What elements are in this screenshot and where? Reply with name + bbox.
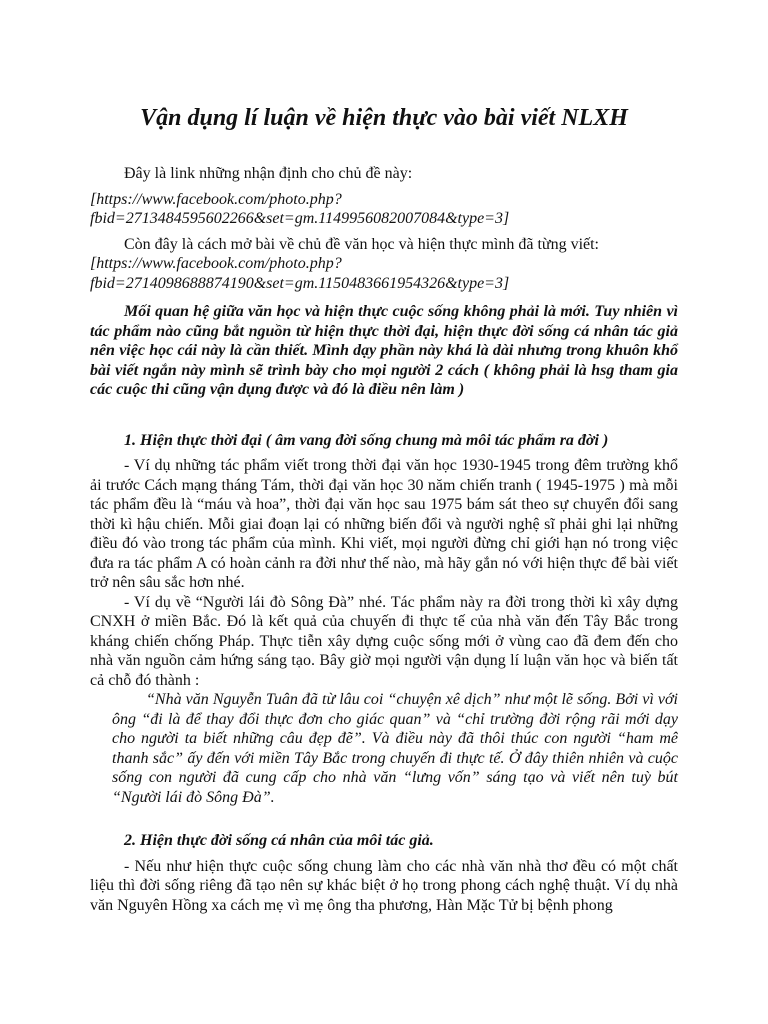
- facebook-link-2[interactable]: [90, 254, 678, 293]
- page-title: Vận dụng lí luận về hiện thực vào bài viết NLXH: [140, 105, 628, 131]
- section-1-paragraph-2: - Ví dụ về “Người lái đò Sông Đà” nhé. Tác phẩm này ra đời trong thời kì xây dựng CNXH ở miền Bắc. Đó là kết quả của chuyến đi thực tế của nhà văn đến Tây Bắc trong kháng chiến chống Pháp. Thực tiễn xây dựng cuộc sống mới ở vùng cao đã đem đến cho nhà văn nguồn cảm hứng sáng tạo. Bây giờ mọi người vận dụng lí luận văn học và biến tất cả chỗ đó thành :: [90, 593, 678, 689]
- intro2-line: Còn đây là cách mở bài về chủ đề văn học và hiện thực mình đã từng viết:: [124, 235, 599, 253]
- link-1-line-2[interactable]: fbid=2713484595602266&set=gm.1149956082007084&type=3]: [90, 210, 510, 227]
- document-page: [90, 0, 678, 915]
- summary-paragraph: Mối quan hệ giữa văn học và hiện thực cuộc sống không phải là mới. Tuy nhiên vì tác phẩm nào cũng bắt nguồn từ hiện thực thời đại, hiện thực đời sống cá nhân tác giả nên việc học cái này là cần thiết. Mình dạy phần này khá là dài nhưng trong khuôn khổ bài viết ngắn này mình sẽ trình bày cho mọi người 2 cách ( không phải là hsg tham gia các cuộc thi cũng vận dụng được và đó là điều nên làm ): [90, 303, 678, 398]
- link-1-line-1[interactable]: [https://www.facebook.com/photo.php?: [90, 190, 342, 208]
- link-2-line-1[interactable]: [https://www.facebook.com/photo.php?: [90, 255, 342, 272]
- section-1-paragraph-1: - Ví dụ những tác phẩm viết trong thời đại văn học 1930-1945 trong đêm trường khổ ải trước Cách mạng tháng Tám, thời đại văn học 30 năm chiến tranh ( 1945-1975 ) mà mỗi tác phẩm đều là “máu và hoa”, thời đại văn học sau 1975 bám sát theo sự chuyển đổi sang thời kì hậu chiến. Mỗi giai đoạn lại có những biến đổi và người nghệ sĩ phải ghi lại những điều đó vào trong tác phẩm của mình. Khi viết, mọi người đừng chỉ giới hạn nó trong việc đưa ra tác phẩm A có hoàn cảnh ra đời như thế nào, mà hãy gắn nó với hiện thực để bài viết trở nên sâu sắc hơn nhé.: [90, 457, 678, 591]
- section-2-heading: 2. Hiện thực đời sống cá nhân của môi tác giả.: [124, 832, 434, 849]
- intro-line: Đây là link những nhận định cho chủ đề này:: [124, 165, 413, 182]
- link-2-line-2[interactable]: fbid=2714098688874190&set=gm.1150483661954326&type=3]: [90, 274, 510, 292]
- facebook-link-1[interactable]: [90, 190, 678, 229]
- section-2-paragraph-1: - Nếu như hiện thực cuộc sống chung làm cho các nhà văn nhà thơ đều có một chất liệu thì đời sống riêng đã tạo nên sự khác biệt ở họ trong phong cách nghệ thuật. Ví dụ nhà văn Nguyên Hồng xa cách mẹ vì mẹ ông tha phương, Hàn Mặc Tử bị bệnh phong: [90, 857, 678, 914]
- section-1-heading: 1. Hiện thực thời đại ( âm vang đời sống chung mà môi tác phẩm ra đời ): [124, 431, 609, 449]
- section-1-quote: “Nhà văn Nguyễn Tuân đã từ lâu coi “chuyện xê dịch” như một lẽ sống. Bởi vì với ông “đi là để thay đổi thực đơn cho giác quan” và “chỉ trường đời rộng rãi mới dạy cho người ta biết những câu đẹp đẽ”. Và điều này đã thôi thúc con người “ham mê thanh sắc” ấy đến với miền Tây Bắc trong chuyến đi thực tế. Ở đây thiên nhiên và cuộc sống con người đã cung cấp cho nhà văn “lưng vốn” sáng tạo và viết nên tuỳ bút “Người lái đò Sông Đà”.: [112, 691, 678, 806]
